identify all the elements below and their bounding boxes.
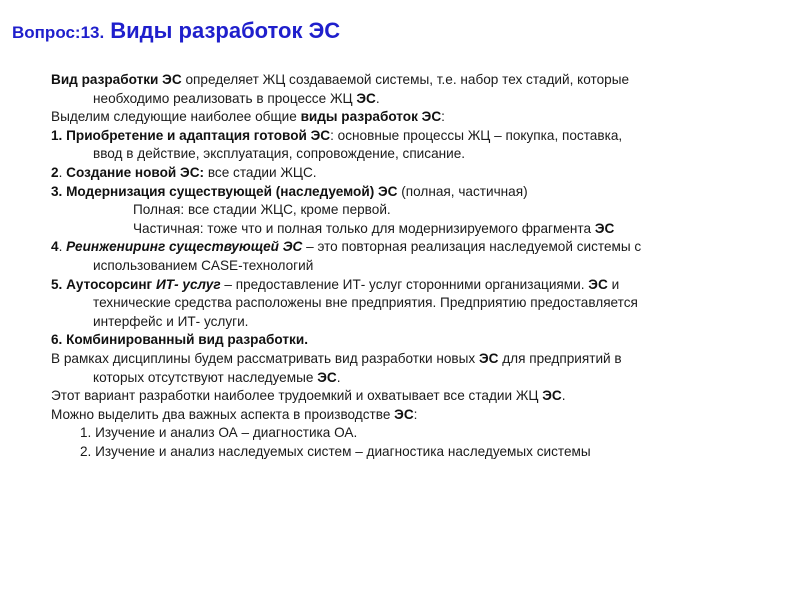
paragraph-definition-line-2 bbox=[51, 90, 781, 109]
text: : основные процессы ЖЦ – покупка, поставка, bbox=[330, 127, 623, 143]
text: все стадии ЖЦС. bbox=[204, 164, 317, 180]
text: : bbox=[413, 406, 418, 422]
paragraph-definition-line-1 bbox=[51, 71, 781, 90]
text: . bbox=[58, 239, 67, 255]
paragraph-scope-line-2 bbox=[51, 369, 781, 388]
term-bold: ЭС bbox=[478, 350, 499, 366]
item-heading: Создание новой ЭС: bbox=[66, 164, 205, 180]
text: – это повторная реализация наследуемой системы с bbox=[302, 239, 642, 255]
aspect-item-1 bbox=[51, 424, 781, 443]
text: (полная, частичная) bbox=[397, 183, 528, 199]
list-item-4-line-2 bbox=[51, 257, 781, 276]
text: Этот вариант разработки наиболее трудоемкий и охватывает все стадии ЖЦ bbox=[51, 388, 543, 404]
item-number: 4 bbox=[51, 239, 59, 255]
text: интерфейс и ИТ- услуги. bbox=[93, 313, 249, 329]
text: Частичная: тоже что и полная только для модернизируемого фрагмента bbox=[133, 220, 595, 236]
question-number: Вопрос:13. bbox=[12, 23, 105, 42]
paragraph-scope-line-1 bbox=[51, 350, 781, 369]
text: которых отсутствуют наследуемые bbox=[93, 369, 318, 385]
text: 2. Изучение и анализ наследуемых систем – диагностика наследуемых системы bbox=[80, 443, 591, 459]
term-bold: ЭС bbox=[594, 220, 615, 236]
term-bold: ЭС bbox=[588, 276, 608, 292]
term-bold: Вид разработки ЭС bbox=[51, 72, 182, 87]
text: . bbox=[561, 388, 566, 404]
term-bold: виды разработок ЭС bbox=[300, 109, 442, 125]
list-item-6 bbox=[51, 331, 781, 350]
text: . bbox=[336, 369, 341, 385]
text: . bbox=[375, 90, 380, 106]
text: 1. Изучение и анализ ОА – диагностика ОА. bbox=[80, 425, 358, 441]
list-item-2 bbox=[51, 164, 781, 183]
text: необходимо реализовать в процессе ЖЦ bbox=[93, 90, 357, 106]
item-heading: Реинжениринг существующей ЭС bbox=[66, 239, 303, 255]
text: технические средства расположены вне предприятия. Предприятию предоставляется bbox=[93, 295, 638, 311]
text: Можно выделить два важных аспекта в производстве bbox=[51, 406, 395, 422]
list-item-3-line-3 bbox=[51, 220, 781, 239]
list-item-5-line-3 bbox=[51, 313, 781, 332]
title-text: Виды разработок ЭС bbox=[110, 18, 341, 43]
text: В рамках дисциплины будем рассматривать вид разработки новых bbox=[51, 350, 479, 366]
paragraph-variant bbox=[51, 387, 781, 406]
term-bold: ЭС bbox=[542, 388, 562, 404]
text: – предоставление ИТ- услуг сторонними организациями. bbox=[220, 276, 589, 292]
text: . bbox=[58, 164, 67, 180]
paragraph-aspects bbox=[51, 406, 781, 425]
slide-title bbox=[12, 18, 340, 44]
list-item-3-line-1 bbox=[51, 183, 781, 202]
list-item-4-line-1 bbox=[51, 238, 781, 257]
slide-content bbox=[51, 71, 781, 461]
list-item-1-line-1 bbox=[51, 127, 781, 146]
item-heading: 5. Аутосорсинг bbox=[51, 276, 156, 292]
term-bold: ЭС bbox=[356, 90, 376, 106]
text: использованием CASE-технологий bbox=[93, 257, 314, 273]
term-bold: ЭС bbox=[394, 406, 414, 422]
text: ввод в действие, эксплуатация, сопровождение, списание. bbox=[93, 146, 466, 162]
text: определяет ЖЦ создаваемой системы, т.е. набор тех стадий, которые bbox=[181, 72, 630, 87]
text: Полная: все стадии ЖЦС, кроме первой. bbox=[133, 202, 391, 218]
text: Выделим следующие наиболее общие bbox=[51, 109, 301, 125]
text: для предприятий в bbox=[498, 350, 622, 366]
text: : bbox=[441, 109, 445, 125]
item-heading-italic: ИТ- услуг bbox=[156, 276, 221, 292]
item-heading: 1. Приобретение и адаптация готовой ЭС bbox=[51, 127, 331, 143]
list-item-5-line-2 bbox=[51, 294, 781, 313]
item-heading: 6. Комбинированный вид разработки. bbox=[51, 332, 308, 348]
list-item-5-line-1 bbox=[51, 276, 781, 295]
item-number: 2 bbox=[51, 164, 59, 180]
list-item-3-line-2 bbox=[51, 201, 781, 220]
text: и bbox=[607, 276, 620, 292]
list-item-1-line-2 bbox=[51, 145, 781, 164]
paragraph-intro bbox=[51, 108, 781, 127]
item-heading: 3. Модернизация существующей (наследуемой) ЭС bbox=[51, 183, 398, 199]
aspect-item-2 bbox=[51, 443, 781, 462]
term-bold: ЭС bbox=[317, 369, 337, 385]
